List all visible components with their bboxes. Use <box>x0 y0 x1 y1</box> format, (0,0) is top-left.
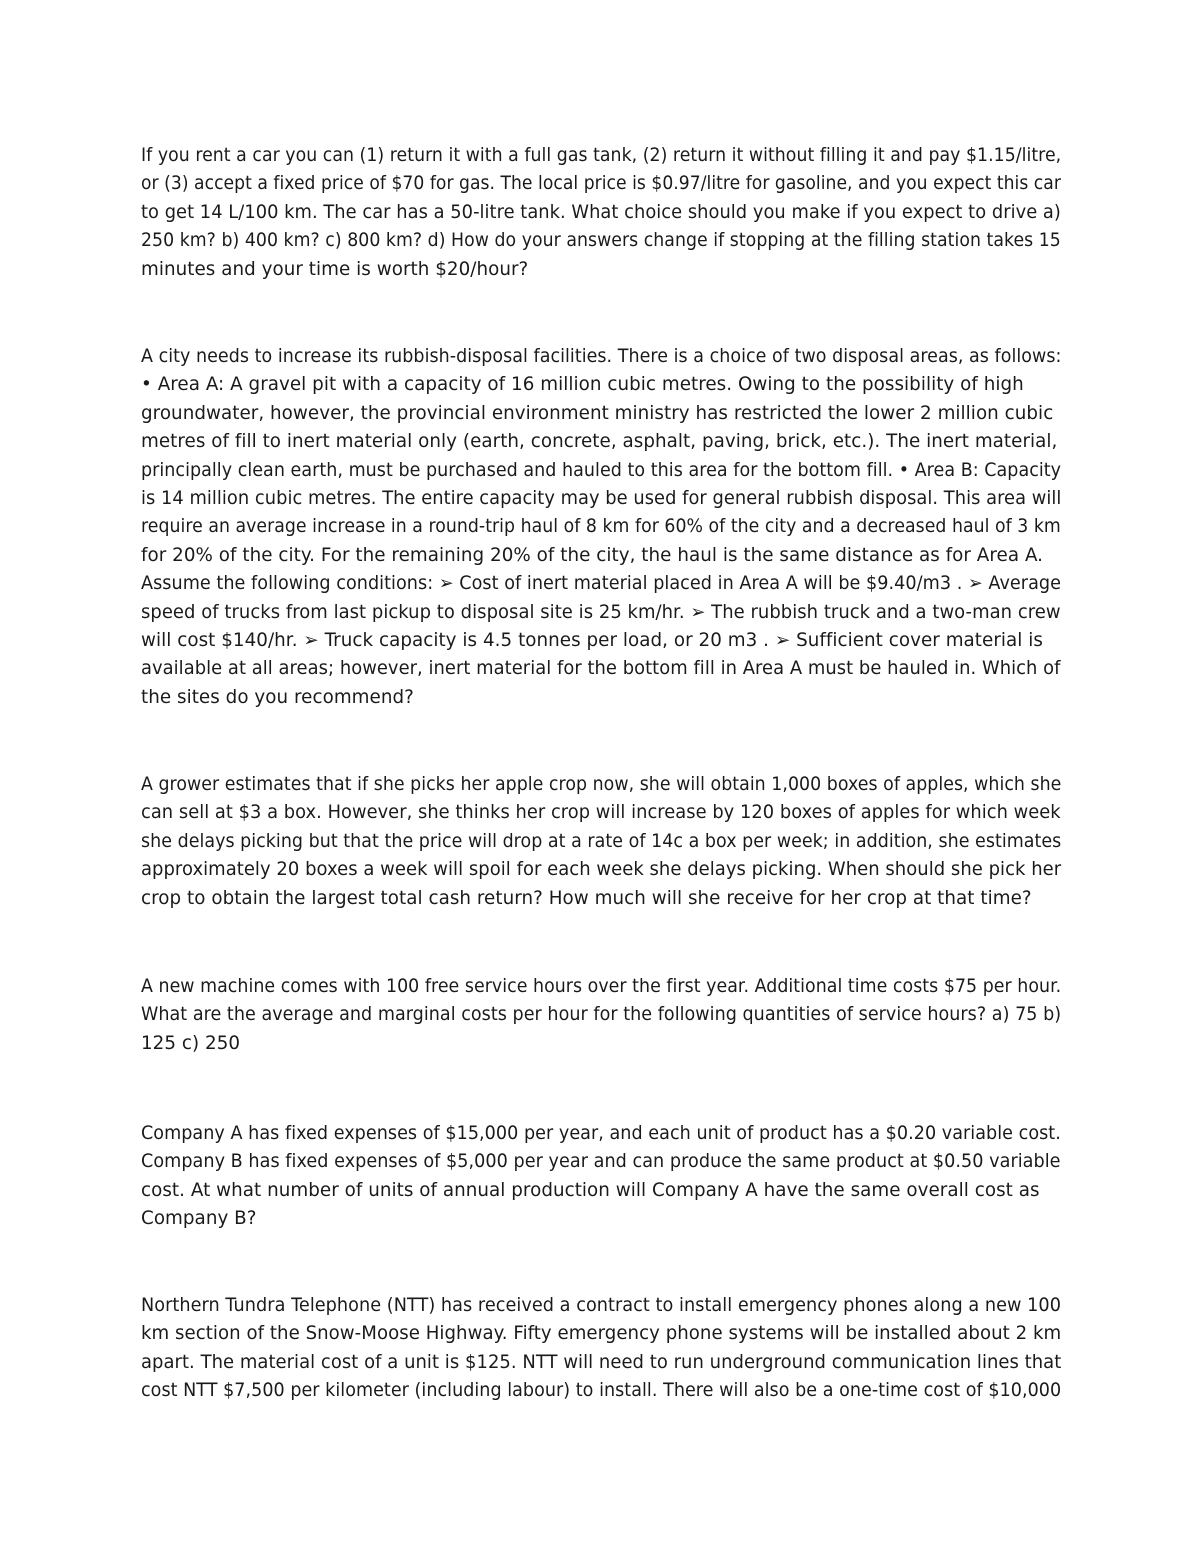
problem-company-costs-paragraph <box>141 1120 1061 1234</box>
text-line: minutes and your time is worth $20/hour? <box>141 258 529 280</box>
text-line: or (3) accept a fixed price of $70 for gas. The local price is $0.97/litre for gasoline, and you expect this car <box>141 173 1061 195</box>
problem-apple-crop-paragraph <box>141 771 1061 913</box>
text-line: is 14 million cubic metres. The entire capacity may be used for general rubbish disposal. This area will <box>141 488 1062 510</box>
text-line: approximately 20 boxes a week will spoil for each week she delays picking. When should she pick her <box>141 859 1062 881</box>
text-line: 125 c) 250 <box>141 1032 241 1054</box>
text-line: groundwater, however, the provincial environment ministry has restricted the lower 2 million cubic <box>141 402 1054 424</box>
text-line: require an average increase in a round-trip haul of 8 km for 60% of the city and a decreased haul of 3 km <box>141 516 1061 538</box>
text-line: If you rent a car you can (1) return it with a full gas tank, (2) return it without filling it and pay $1.15/litre, <box>141 145 1062 166</box>
text-line: Northern Tundra Telephone (NTT) has received a contract to install emergency phones along a new 100 <box>141 1295 1061 1316</box>
problem-emergency-phones-paragraph <box>141 1292 1061 1406</box>
text-line: the sites do you recommend? <box>141 686 414 708</box>
text-line: principally clean earth, must be purchased and hauled to this area for the bottom fill. • Area B: Capacity <box>141 459 1062 481</box>
text-line: • Area A: A gravel pit with a capacity of 16 million cubic metres. Owing to the possibility of high <box>141 374 1024 396</box>
problem-rubbish-disposal-paragraph <box>141 343 1061 712</box>
text-line: available at all areas; however, inert material for the bottom fill in Area A must be hauled in. Which of <box>141 658 1061 680</box>
text-line: Company A has fixed expenses of $15,000 per year, and each unit of product has a $0.20 variable cost. <box>141 1123 1061 1144</box>
text-line: A city needs to increase its rubbish-disposal facilities. There is a choice of two disposal areas, as follows: <box>141 346 1062 367</box>
text-line: to get 14 L/100 km. The car has a 50-litre tank. What choice should you make if you expect to drive a) <box>141 201 1061 223</box>
text-line: can sell at $3 a box. However, she thinks her crop will increase by 120 boxes of apples for which week <box>141 802 1061 824</box>
text-line: A grower estimates that if she picks her apple crop now, she will obtain 1,000 boxes of apples, which she <box>141 774 1062 795</box>
text-line: Company B? <box>141 1208 257 1230</box>
text-line: cost NTT $7,500 per kilometer (including labour) to install. There will also be a one-time cost of $10,000 <box>141 1380 1062 1402</box>
problem-car-rental-paragraph <box>141 142 1061 284</box>
text-line: cost. At what number of units of annual production will Company A have the same overall cost as <box>141 1179 1040 1201</box>
text-line: metres of fill to inert material only (earth, concrete, asphalt, paving, brick, etc.). The inert material, <box>141 431 1058 453</box>
text-line: crop to obtain the largest total cash return? How much will she receive for her crop at that time? <box>141 887 1032 909</box>
text-line: speed of trucks from last pickup to disposal site is 25 km/hr. ➢ The rubbish truck and a two-man crew <box>141 601 1061 623</box>
text-line: Assume the following conditions: ➢ Cost of inert material placed in Area A will be $9.40/m3 . ➢ Average <box>141 573 1061 595</box>
text-line: will cost $140/hr. ➢ Truck capacity is 4.5 tonnes per load, or 20 m3 . ➢ Sufficient cover material is <box>141 630 1043 652</box>
text-line: What are the average and marginal costs per hour for the following quantities of service hours? a) 75 b) <box>141 1004 1062 1026</box>
text-line: km section of the Snow-Moose Highway. Fifty emergency phone systems will be installed about 2 km <box>141 1323 1062 1345</box>
text-line: for 20% of the city. For the remaining 20% of the city, the haul is the same distance as for Area A. <box>141 544 1044 566</box>
problem-service-hours-paragraph <box>141 973 1061 1058</box>
text-line: A new machine comes with 100 free service hours over the first year. Additional time costs $75 per hour. <box>141 976 1062 997</box>
text-line: 250 km? b) 400 km? c) 800 km? d) How do your answers change if stopping at the filling station takes 15 <box>141 230 1061 252</box>
text-line: Company B has fixed expenses of $5,000 per year and can produce the same product at $0.50 variable <box>141 1151 1061 1173</box>
text-line: she delays picking but that the price will drop at a rate of 14c a box per week; in addition, she estimates <box>141 830 1062 852</box>
text-line: apart. The material cost of a unit is $125. NTT will need to run underground communication lines that <box>141 1351 1062 1373</box>
